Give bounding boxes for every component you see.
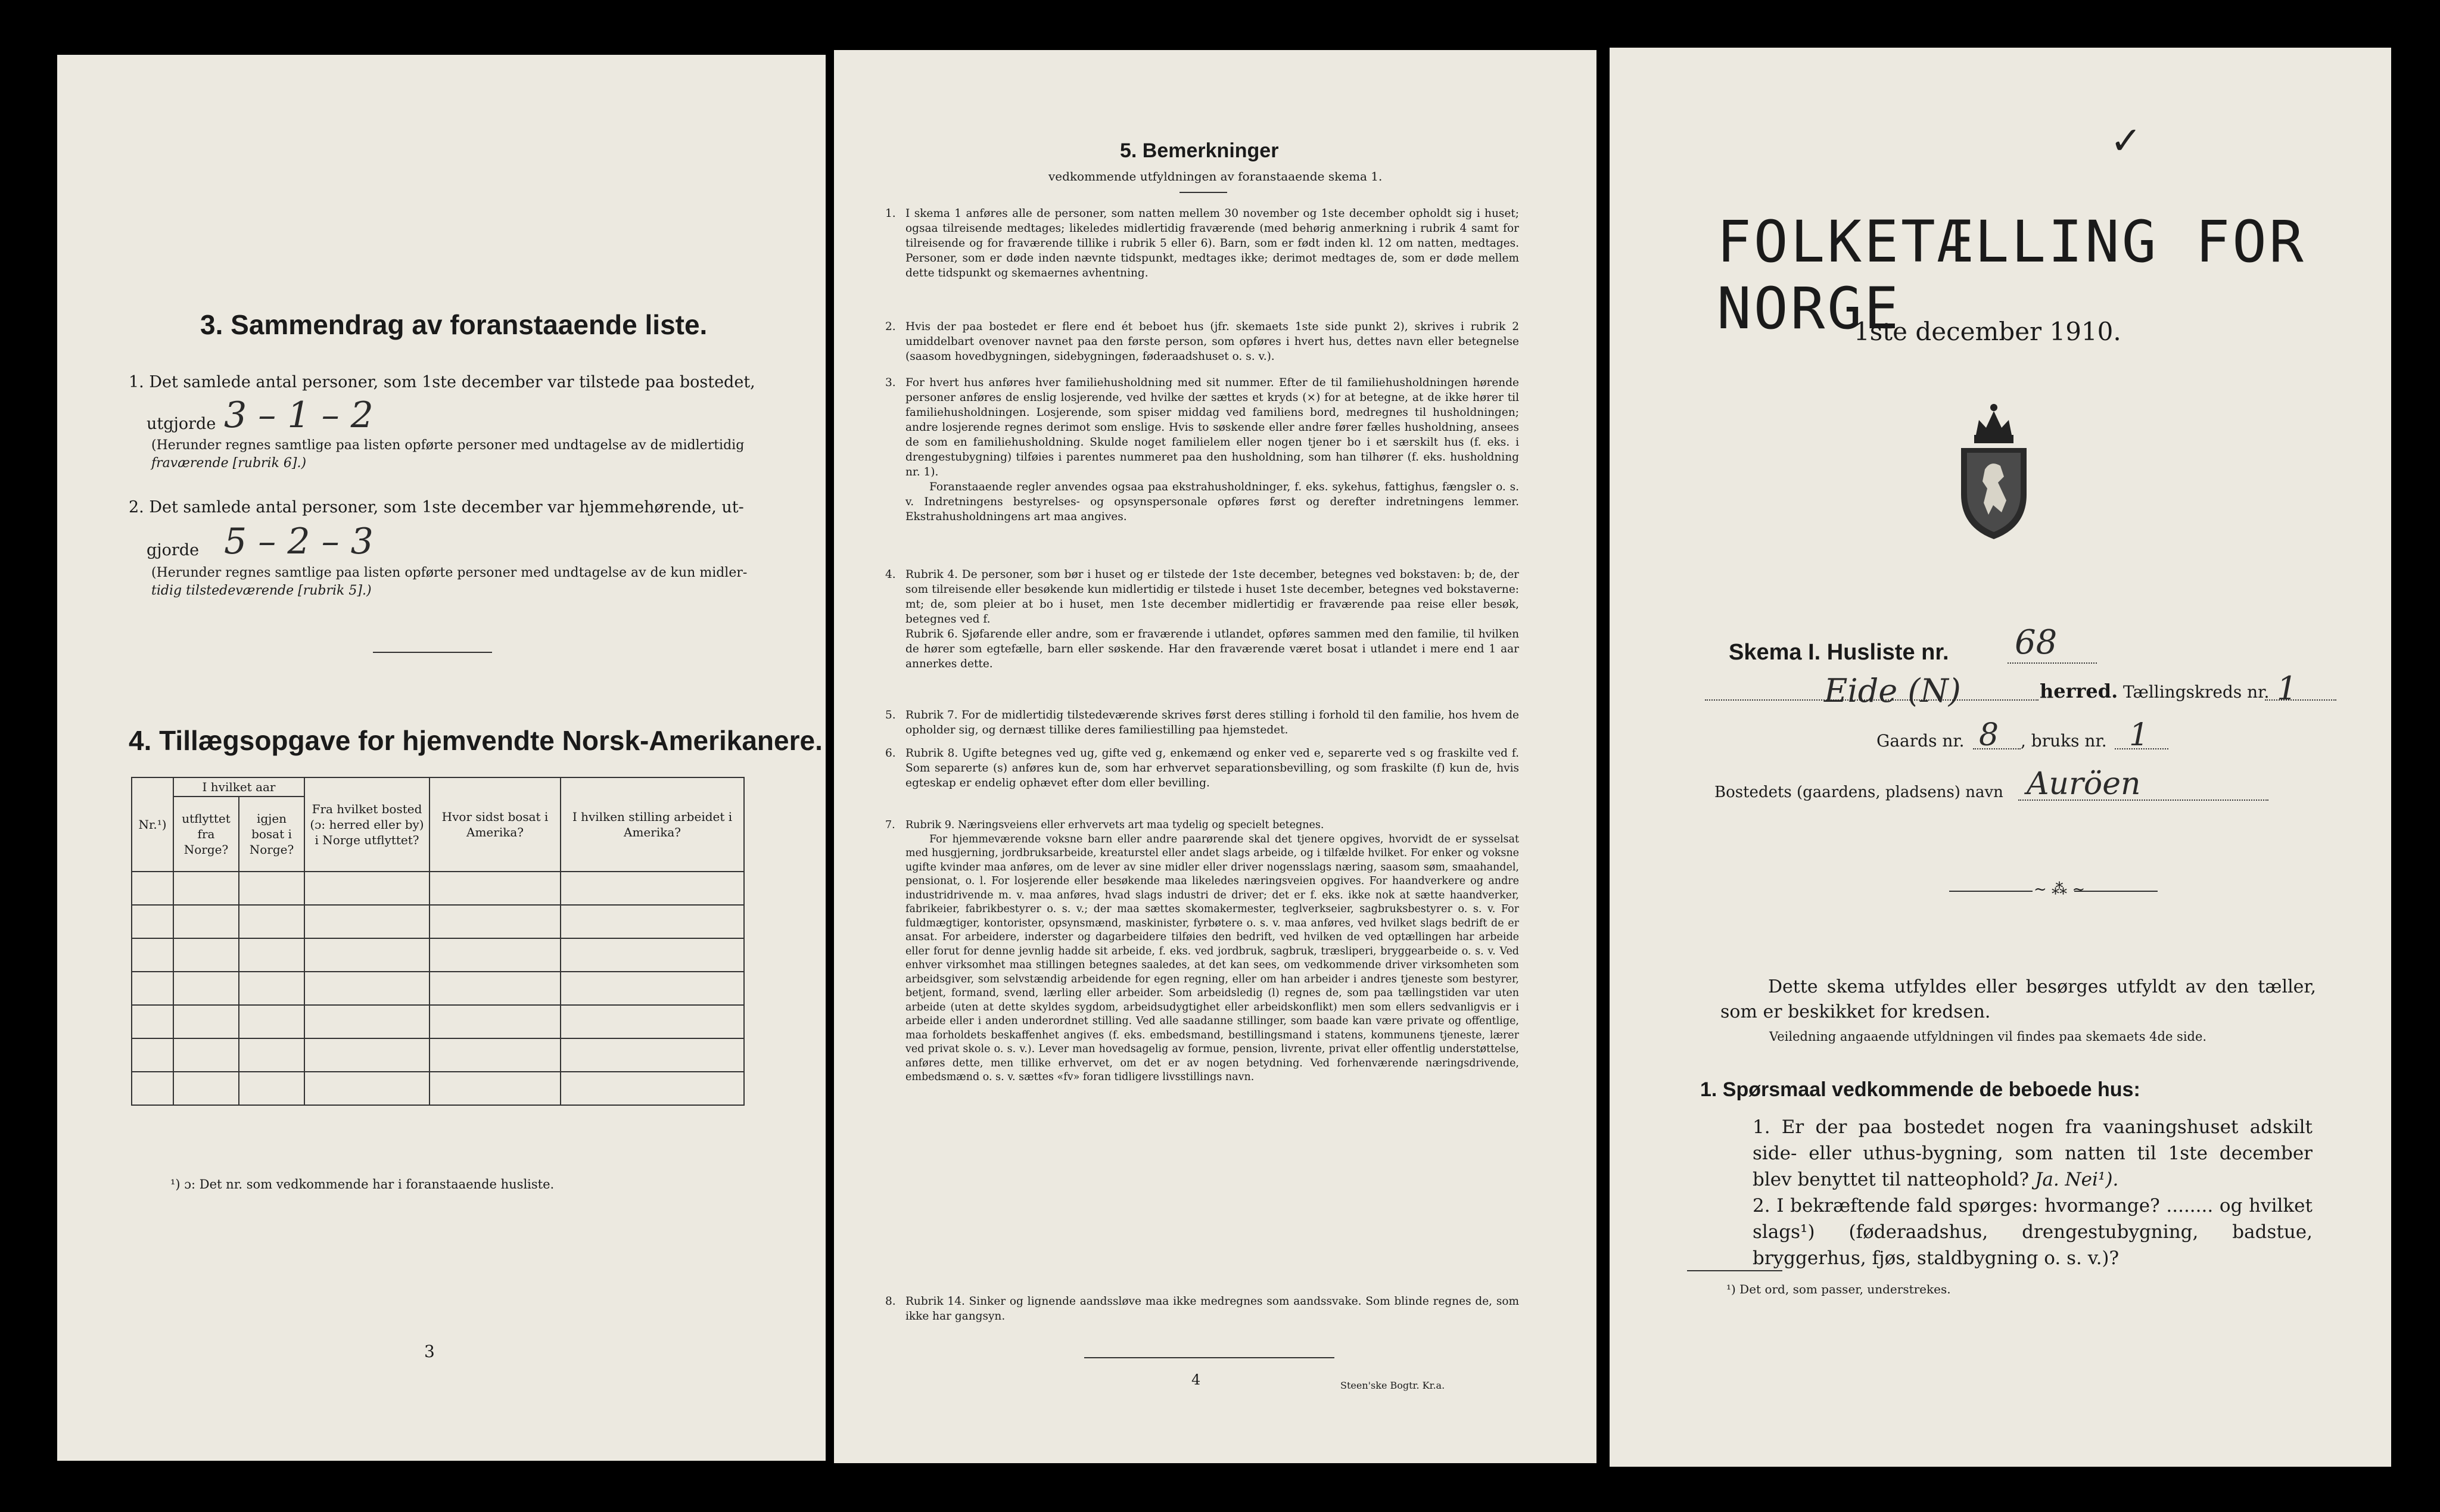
gaards-label: Gaards nr. [1876, 731, 1965, 751]
divider [1179, 192, 1227, 193]
page-right [1610, 48, 2391, 1467]
item-2-value: 5 – 2 – 3 [224, 521, 374, 562]
gaards-value: 8 [1979, 717, 1999, 753]
note-4: 4. Rubrik 4. De personer, som bør i huset og er tilstede der 1ste december, betegnes ved bokstaven: b; de, der som tilreisende eller besøkende kun midlertidig er tilstede i huset 1ste december, betegnes ved bokstaverne: mt; de, som pleier at bo i huset, men 1ste december midlertidig er fraværende paa reise eller besøk, betegnes ved f. Rubrik 6. Sjøfarende eller andre, som er fraværende i utlandet, opføres sammen med den familie, til hvilken de hører som egtefælle, barn eller søskende. Har den fraværende været bosat i utlandet i mere end 1 aar annerkes dette. [885, 568, 1519, 670]
instruction-text: Dette skema utfyldes eller besørges utfyldt av den tæller, som er beskikket for kredsen. [1720, 976, 2316, 1022]
question-1-answer: Ja. Nei¹). [2034, 1169, 2119, 1190]
table-row [132, 1038, 744, 1072]
husliste-number: 68 [2015, 623, 2058, 662]
header-emigrated: utflyttet fra Norge? [173, 797, 239, 872]
divider [1084, 1357, 1334, 1358]
table-footnote: ¹) ɔ: Det nr. som vedkommende har i foranstaaende husliste. [170, 1177, 555, 1191]
right-footnote: ¹) Det ord, som passer, understrekes. [1726, 1282, 1951, 1296]
note-5: 5. Rubrik 7. For de midlertidig tilstedeværende skrives først deres stilling i forhold til den familie, hos hvem de opholder sig, og dernæst tillike deres familiestilling paa hjemstedet. [885, 709, 1519, 736]
section-3-title: 3. Sammendrag av foranstaaende liste. [200, 309, 708, 340]
item-1-text: 1. Det samlede antal personer, som 1ste december var tilstede paa bostedet, [129, 373, 755, 391]
table-row [132, 938, 744, 972]
herred-value: Eide (N) [1824, 672, 1961, 710]
table-row [132, 905, 744, 938]
header-from-where: Fra hvilket bosted (ɔ: herred eller by) i Norge utflyttet? [304, 777, 430, 872]
page-left [57, 55, 826, 1461]
page-middle [834, 50, 1596, 1463]
printer-imprint: Steen'ske Bogtr. Kr.a. [1340, 1380, 1445, 1391]
header-year-group: I hvilket aar [173, 777, 304, 797]
item-2-text: 2. Det samlede antal personer, som 1ste december var hjemmehørende, ut- [129, 498, 744, 517]
divider [1687, 1270, 1782, 1271]
remarks-title: 5. Bemerkninger [1120, 139, 1279, 162]
question-1: 1. Er der paa bostedet nogen fra vaaningshuset adskilt side- eller uthus-bygning, som natten til 1ste december blev benyttet til natteophold? Ja. Nei¹). [1753, 1116, 2313, 1190]
section-4-title: 4. Tillægsopgave for hjemvendte Norsk-Amerikanere. [129, 725, 823, 756]
table-row [132, 1072, 744, 1105]
husliste-line [2008, 662, 2097, 664]
note-1: 1. I skema 1 anføres alle de personer, som natten mellem 30 november og 1ste december opholdt sig i huset; ogsaa tilreisende medtages; likeledes midlertidig fraværende (med behørig anmerkning i rubrik 4 samt for tilreisende og for fraværende tillike i rubrik 5 eller 6). Barn, som er født inden kl. 12 om natten, medtages. Personer, som er døde inden nævnte tidspunkt, medtages ikke; derimot medtages de, som er døde mellem dette tidspunkt og skemaernes avhentning. [885, 207, 1519, 279]
remarks-subtitle: vedkommende utfyldningen av foranstaaende skema 1. [1048, 169, 1383, 183]
guidance-text: Veiledning angaaende utfyldningen vil findes paa skemaets 4de side. [1769, 1029, 2207, 1044]
bosted-value: Auröen [2027, 766, 2141, 802]
table-row [132, 872, 744, 905]
table-row [132, 972, 744, 1005]
item-1-label: utgjorde [147, 415, 216, 433]
bruks-label: , bruks nr. [2021, 731, 2107, 751]
kreds-line [2265, 699, 2336, 701]
census-title: FOLKETÆLLING FOR NORGE [1717, 209, 2306, 342]
item-1-note-a: (Herunder regnes samtlige paa listen opførte personer med undtagelse av de midlertidig [151, 438, 745, 453]
table-row [132, 1005, 744, 1038]
note-6: 6. Rubrik 8. Ugifte betegnes ved ug, gifte ved g, enkemænd og enker ved e, separerte ved s og fraskilte ved f. Som separerte (s) anføres kun de, som har erhvervet separationsbevilling, og som fraskilte (f) kun de, hvis egteskap er endelig ophævet efter dom eller bevilling. [885, 747, 1519, 789]
page-number: 4 [1191, 1371, 1201, 1388]
corner-mark: ✓ [2110, 119, 2142, 163]
ornament-right [2074, 891, 2158, 892]
item-2-note-a: (Herunder regnes samtlige paa listen opførte personer med undtagelse av de kun midler- [151, 565, 748, 580]
kreds-label: Tællingskreds nr. [2123, 682, 2270, 702]
header-occupation: I hvilken stilling arbeidet i Amerika? [561, 777, 744, 872]
item-1-value: 3 – 1 – 2 [224, 394, 374, 436]
question-section-title: 1. Spørsmaal vedkommende de beboede hus: [1700, 1078, 2140, 1101]
bosted-label: Bostedets (gaardens, pladsens) navn [1714, 783, 2003, 801]
coat-of-arms-icon [1949, 393, 2038, 542]
page-number: 3 [424, 1342, 435, 1361]
note-7: 7. Rubrik 9. Næringsveiens eller erhvervets art maa tydelig og specielt betegnes. For hjemmeværende voksne barn eller andre paarørende skal det tjenere opgives, hvorvidt de er sysselsat med husgjerning, jordbruksarbeide, kreaturstel eller andet slags arbeide, og i tilfælde hvilket. For enker og voksne ugifte kvinder maa anføres, om de lever av sine midler eller driver nogensslags næring, saasom søm, smaahandel, pensionat, o. l. For losjerende eller besøkende maa likeledes næringsveien opgives. For haandverkere og andre industridrivende m. v. maa anføres, hvad slags industri de driver; det er f. eks. ikke nok at sætte haandverker, fabrikeier, fabrikbestyrer o. s. v.; der maa sættes skomakermester, teglverkseier, sagbruksbestyrer o. s. v. For fuldmægtiger, kontorister, opsynsmænd, maskinister, fyrbøtere o. s. v. maa anføres, ved hvilket slags bedrift de er ansat. For arbeidere, inderster og dagarbeidere tilføies den bedrift, ved hvilken de ved optællingen har arbeide eller forut for denne jevnlig hadde sit arbeide, f. eks. ved jordbruk, sagbruk, træsliperi, bryggearbeide o. s. v. Ved enhver virksomhet maa stillingen betegnes saaledes, at det kan sees, om vedkommende driver virksomheten som arbeidsgiver, som selvstændig arbeidende for egen regning, eller om han arbeider i andres tjeneste som bestyrer, betjent, formand, svend, lærling eller arbeider. Som arbeidsledig (l) regnes de, som paa tællingstiden var uten arbeide (uten at dette skyldes sygdom, arbeidsudygtighet eller arbeidskonflikt) men som ellers sedvanligvis er i arbeide eller i anden underordnet stilling. Ved alle saadanne stillinger, som baade kan være private og offentlige, maa forholdets beskaffenhet angives (f. eks. embedsmand, bestillingsmand i statens, kommunens tjeneste, lærer ved privat skole o. s. v.). Lever man hovedsagelig av formue, pension, livrente, privat eller offentlig understøttelse, anføres dette, men tillike erhvervet, om det er av nogen betydning. Ved forhenværende næringsdrivende, embedsmænd o. s. v. sættes «fv» foran tidligere livsstillings navn. [885, 819, 1519, 1083]
note-3: 3. For hvert hus anføres hver familiehusholdning med sit nummer. Efter de til familiehusholdningen hørende personer anføres de enslig losjerende, ved hvilke der sættes et kryds (×) for at betegne, at de ikke hører til familiehusholdningen. Losjerende, som spiser middag ved familiens bord, medregnes til husholdningen; andre losjerende regnes derimot som enslige. Hvis to søskende eller andre fører fælles husholdning, ansees de som en familiehusholdning. Skulde noget familielem eller nogen tjener bo i et særskilt hus (f. eks. i drengestubygning) tilføies i parentes nummeret paa den husholdning, som han tilhører (f. eks. husholdning nr. 1). Foranstaaende regler anvendes ogsaa paa ekstrahusholdninger, f. eks. sykehus, fattighus, fængsler o. s. v. Indretningens bestyrelses- og opsynspersonale opføres først og derefter indretningens lemmer. Ekstrahusholdningens art maa angives. [885, 377, 1519, 523]
header-returned: igjen bosat i Norge? [239, 797, 304, 872]
item-1-note-b: fraværende [rubrik 6].) [151, 456, 307, 471]
norsk-amerikanere-table [131, 777, 745, 1106]
note-8: 8. Rubrik 14. Sinker og lignende aandssløve maa ikke medregnes som aandssvake. Som blinde regnes de, som ikke har gangsyn. [885, 1295, 1519, 1323]
header-last-residence: Hvor sidst bosat i Amerika? [430, 777, 561, 872]
item-2-label: gjorde [147, 541, 200, 559]
census-date: 1ste december 1910. [1854, 317, 2121, 346]
herred-label: herred. [2040, 680, 2118, 702]
schema-label: Skema I. Husliste nr. [1729, 640, 1949, 665]
kreds-value: 1 [2277, 670, 2298, 707]
divider [373, 652, 492, 653]
ornament-icon: ~ ⁂ ~ [2034, 881, 2086, 898]
item-2-note-b: tidig tilstedeværende [rubrik 5].) [151, 583, 372, 598]
header-nr: Nr.¹) [132, 777, 173, 872]
bruks-value: 1 [2129, 717, 2149, 753]
ornament-left [1949, 891, 2033, 892]
note-2: 2. Hvis der paa bostedet er flere end ét beboet hus (jfr. skemaets 1ste side punkt 2), skrives i rubrik 2 umiddelbart ovenover navnet paa den første person, som opføres i hvert hus, dettes navn eller betegnelse (saasom hovedbygningen, sidebygningen, føderaadshuset o. s. v.). [885, 321, 1519, 363]
question-2: 2. I bekræftende fald spørges: hvormange? ........ og hvilket slags¹) (føderaadshus, drengestubygning, badstue, bryggerhus, fjøs, staldbygning o. s. v.)? [1753, 1195, 2313, 1269]
